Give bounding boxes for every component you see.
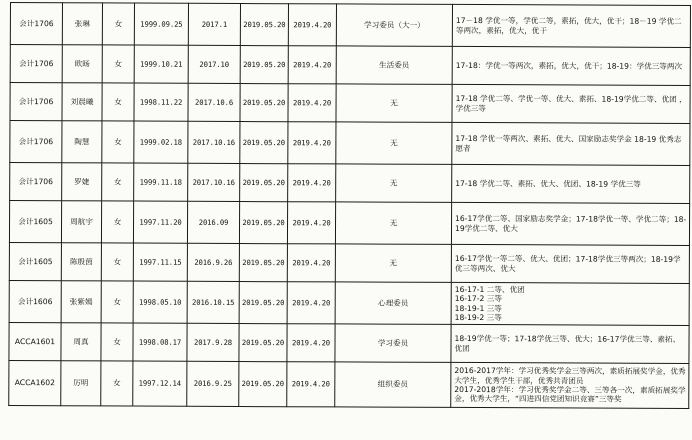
table-row bbox=[9, 242, 689, 283]
gender-cell: 女 bbox=[102, 45, 134, 83]
date-cell-2: 2019.4.20 bbox=[288, 122, 336, 164]
class-cell: 会计1706 bbox=[10, 83, 62, 121]
records-body bbox=[9, 3, 691, 409]
position-cell: 生活委员 bbox=[336, 46, 452, 85]
date-cell-1: 2019.05.20 bbox=[239, 244, 287, 282]
enroll-date-cell: 2017.10.6 bbox=[188, 83, 240, 121]
table-row bbox=[10, 121, 690, 166]
position-cell: 心理委员 bbox=[335, 282, 451, 325]
name-cell: 周真 bbox=[61, 323, 101, 361]
date-cell-2: 2019.4.20 bbox=[287, 244, 335, 282]
enroll-date-cell: 2017.10.16 bbox=[188, 163, 240, 201]
honors-cell: 16-17-1 二等、优团 16-17-2 三等 18-19-1 三等 18-19-2 三等 bbox=[451, 282, 689, 325]
gender-cell: 女 bbox=[101, 201, 133, 243]
position-cell: 学习委员（大一） bbox=[336, 4, 452, 47]
honors-cell: 2016-2017学年：学习优秀奖学金三等两次，素质拓展奖学金，优秀大学生，优秀学生干部，优秀共青团员 2017-2018学年：学习优秀奖学金二等、三等各一次，素质拓展奖学金，优秀大学生，“四进四信党团知识竞赛”三等奖 bbox=[451, 362, 689, 408]
date-cell-1: 2019.05.20 bbox=[240, 4, 288, 46]
gender-cell: 女 bbox=[102, 83, 134, 121]
gender-cell: 女 bbox=[101, 361, 133, 406]
gender-cell: 女 bbox=[101, 243, 133, 281]
date-cell-2: 2019.4.20 bbox=[287, 202, 335, 244]
date-cell-1: 2019.05.20 bbox=[239, 202, 287, 244]
position-cell: 无 bbox=[336, 164, 452, 203]
date-cell-2: 2019.4.20 bbox=[287, 362, 335, 407]
date-cell-1: 2019.05.20 bbox=[239, 282, 287, 324]
honors-cell: 16-17学优二等、国家励志奖学金；17-18学优一等、学优二等；18-19学优二等、优大 bbox=[451, 202, 689, 245]
enroll-date-cell: 2017.10.16 bbox=[188, 121, 240, 163]
name-cell: 罗婕 bbox=[62, 163, 102, 201]
honors-cell: 17-18 学优一等两次、素拓、优大、国家励志奖学金 18-19 优秀志愿者 bbox=[452, 122, 690, 165]
birth-date-cell: 1999.11.18 bbox=[134, 163, 188, 201]
birth-date-cell: 1997.11.15 bbox=[133, 243, 187, 281]
date-cell-2: 2019.4.20 bbox=[288, 164, 336, 202]
birth-date-cell: 1999.02.18 bbox=[134, 121, 188, 163]
date-cell-2: 2019.4.20 bbox=[288, 4, 336, 46]
class-cell: ACCA1601 bbox=[9, 322, 61, 360]
honors-cell: 16-17学优一等二等、优大、优团；17-18学优三等两次；18-19学优三等两次、优大 bbox=[451, 244, 689, 283]
table-row bbox=[9, 360, 689, 408]
honors-cell: 17－18 学优一等，学优二等，素拓，优大，优干；18－19 学优二等两次，素拓，优大，优干 bbox=[452, 4, 690, 47]
honors-cell: 17-18 学优二等、学优一等、优大、素拓、18-19学优二等、优团 ，学优三等 bbox=[452, 84, 690, 123]
table-row bbox=[10, 3, 690, 48]
date-cell-2: 2019.4.20 bbox=[288, 84, 336, 122]
position-cell: 学习委员 bbox=[335, 324, 451, 363]
gender-cell: 女 bbox=[102, 121, 134, 163]
class-cell: 会计1605 bbox=[9, 201, 61, 243]
date-cell-1: 2019.05.20 bbox=[239, 324, 287, 362]
student-records-table bbox=[8, 2, 691, 409]
gender-cell: 女 bbox=[102, 163, 134, 201]
gender-cell: 女 bbox=[101, 281, 133, 323]
enroll-date-cell: 2016.9.25 bbox=[187, 361, 239, 406]
class-cell: 会计1605 bbox=[9, 242, 61, 280]
enroll-date-cell: 2017.10 bbox=[188, 45, 240, 83]
birth-date-cell: 1997.11.20 bbox=[133, 201, 187, 243]
date-cell-1: 2019.05.20 bbox=[240, 84, 288, 122]
class-cell: 会计1706 bbox=[10, 45, 62, 83]
name-cell: 厉明 bbox=[61, 361, 101, 406]
name-cell: 刘晨曦 bbox=[62, 83, 102, 121]
honors-cell: 17-18：学优一等两次，素拓，优大，优干；18-19：学优三等两次 bbox=[452, 46, 690, 85]
birth-date-cell: 1998.08.17 bbox=[133, 323, 187, 361]
birth-date-cell: 1998.05.10 bbox=[133, 281, 187, 323]
date-cell-1: 2019.05.20 bbox=[240, 164, 288, 202]
table-row bbox=[10, 163, 690, 204]
position-cell: 无 bbox=[335, 202, 451, 245]
date-cell-2: 2019.4.20 bbox=[288, 46, 336, 84]
date-cell-1: 2019.05.20 bbox=[239, 362, 287, 407]
birth-date-cell: 1998.11.22 bbox=[134, 83, 188, 121]
table-row bbox=[9, 280, 689, 325]
class-cell: 会计1706 bbox=[10, 121, 62, 163]
honors-cell: 17-18 学优二等、素拓、优大、优团、18-19 学优三等 bbox=[452, 164, 690, 203]
gender-cell: 女 bbox=[102, 3, 134, 45]
class-cell: 会计1706 bbox=[10, 163, 62, 201]
date-cell-2: 2019.4.20 bbox=[287, 324, 335, 362]
gender-cell: 女 bbox=[101, 323, 133, 361]
position-cell: 无 bbox=[336, 122, 452, 165]
birth-date-cell: 1999.09.25 bbox=[134, 3, 188, 45]
name-cell: 陈殷茵 bbox=[61, 243, 101, 281]
enroll-date-cell: 2017.1 bbox=[188, 3, 240, 45]
name-cell: 周航宇 bbox=[61, 201, 101, 243]
name-cell: 欧旸 bbox=[62, 45, 102, 83]
honors-cell: 18-19学优一等；17-18学优三等、优大；16-17学优三等、素拓、优团 bbox=[451, 324, 689, 363]
enroll-date-cell: 2017.9.28 bbox=[187, 323, 239, 361]
name-cell: 张紫嫣 bbox=[61, 281, 101, 323]
enroll-date-cell: 2016.09 bbox=[187, 201, 239, 243]
birth-date-cell: 1999.10.21 bbox=[134, 45, 188, 83]
table-row bbox=[9, 201, 689, 246]
class-cell: 会计1706 bbox=[10, 3, 62, 45]
date-cell-1: 2019.05.20 bbox=[240, 122, 288, 164]
enroll-date-cell: 2016.10.15 bbox=[187, 281, 239, 323]
table-row bbox=[9, 322, 689, 363]
table-row bbox=[10, 83, 690, 124]
name-cell: 陶慧 bbox=[62, 121, 102, 163]
birth-date-cell: 1997.12.14 bbox=[133, 361, 187, 406]
table-row bbox=[10, 45, 690, 86]
position-cell: 无 bbox=[336, 84, 452, 123]
enroll-date-cell: 2016.9.26 bbox=[187, 243, 239, 281]
date-cell-1: 2019.05.20 bbox=[240, 46, 288, 84]
date-cell-2: 2019.4.20 bbox=[287, 282, 335, 324]
name-cell: 张琳 bbox=[62, 3, 102, 45]
position-cell: 组织委员 bbox=[335, 362, 451, 408]
class-cell: ACCA1602 bbox=[9, 360, 61, 405]
position-cell: 无 bbox=[335, 244, 451, 283]
class-cell: 会计1606 bbox=[9, 280, 61, 322]
